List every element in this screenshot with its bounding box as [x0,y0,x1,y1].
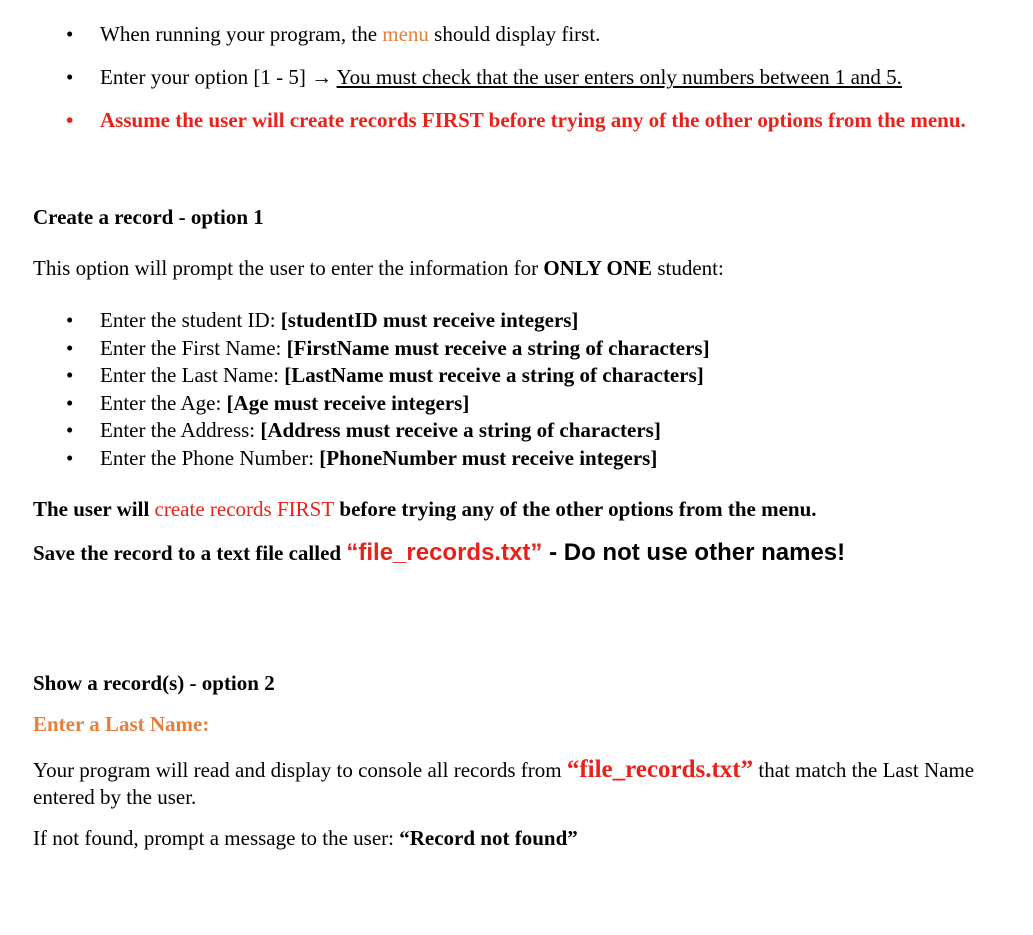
bullet-icon: • [66,108,74,132]
option1-intro: This option will prompt the user to enter the information for ONLY ONE student: [33,256,724,280]
not-found-note: If not found, prompt a message to the user: “Record not found” [33,826,578,850]
list-item [33,107,993,133]
list-item: • Enter your option [1 - 5] → You must check that the user enters only numbers between 1 and 5. [66,65,902,89]
bullet-icon: • [66,308,74,332]
filename: “file_records.txt” [346,539,543,566]
list-item: • Enter the Age: [Age must receive integers] [33,390,993,418]
record-fields-list [33,307,993,472]
option1-heading: Create a record - option 1 [33,205,264,229]
input-check-note: You must check that the user enters only numbers between 1 and 5. [336,65,902,89]
create-first-note: The user will create records FIRST before trying any of the other options from the menu. [33,497,817,521]
read-description: Your program will read and display to console all records from “file_records.txt” that match the Last Name entered by the user. [33,756,975,809]
list-item: • Enter the Last Name: [LastName must receive a string of characters] [33,362,993,390]
list-item: • Enter the Phone Number: [PhoneNumber must receive integers] [33,445,993,473]
list-item: • Enter the student ID: [studentID must receive integers] [33,307,993,335]
bullet-icon: • [66,65,74,89]
list-item: • Enter the Address: [Address must receive a string of characters] [33,417,993,445]
last-name-prompt: Enter a Last Name: [33,712,210,736]
list-item: • When running your program, the menu should display first. [66,22,601,46]
bullet-icon: • [66,22,74,46]
save-note: Save the record to a text file called “file_records.txt” - Do not use other names! [33,539,846,566]
bullet-icon: • [66,363,74,387]
assumption-note: Assume the user will create records FIRST before trying any of the other options from the menu. [100,108,966,132]
menu-requirements-list [33,21,993,133]
bullet-icon: • [66,445,74,470]
bullet-icon: • [66,390,74,415]
document-page [33,0,993,852]
bullet-icon: • [66,418,74,442]
bullet-icon: • [66,335,74,360]
menu-word: menu [382,22,429,46]
filename: “file_records.txt” [566,756,754,783]
list-item: • Enter the First Name: [FirstName must receive a string of characters] [33,335,993,363]
option2-heading: Show a record(s) - option 2 [33,671,275,695]
